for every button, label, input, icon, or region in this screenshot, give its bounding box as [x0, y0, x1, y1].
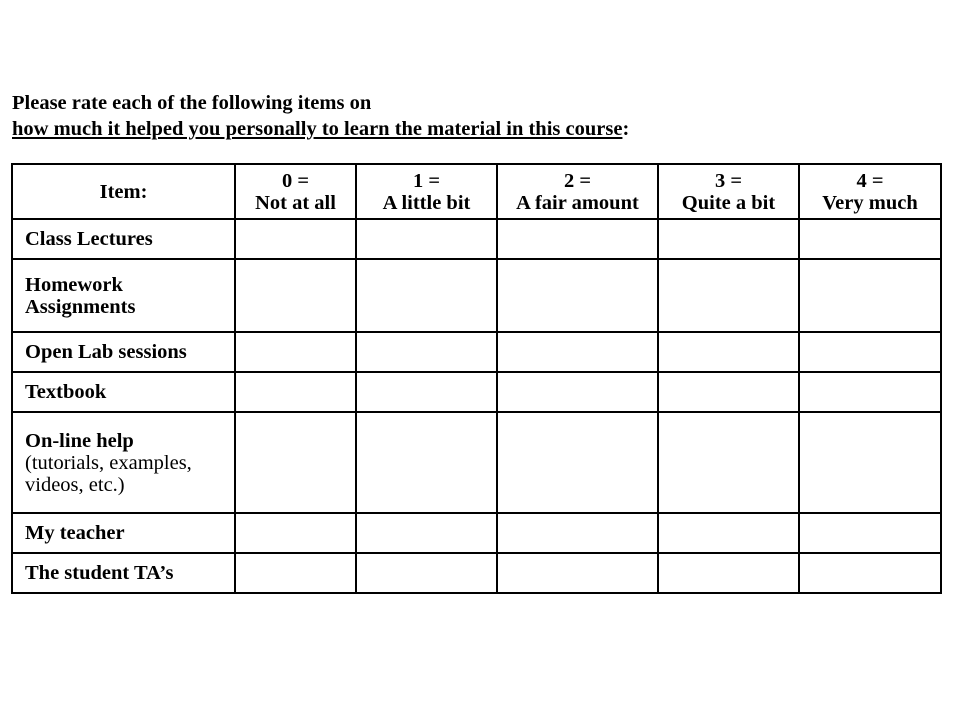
item-label — [12, 259, 235, 332]
item-label: The student TA’s — [12, 553, 235, 593]
item-label — [12, 412, 235, 513]
item-label-line-1: Homework — [25, 273, 123, 296]
instructions-line-1: Please rate each of the following items on — [12, 92, 372, 114]
item-label-line-2: Assignments — [25, 295, 136, 318]
scale-value: 3 = — [714, 169, 743, 192]
rating-cell-2[interactable] — [497, 513, 658, 553]
rating-cell-3[interactable] — [658, 412, 799, 513]
rating-cell-2[interactable] — [497, 332, 658, 372]
header-row — [12, 164, 941, 219]
rating-cell-0[interactable] — [235, 219, 356, 259]
rating-cell-1[interactable] — [356, 259, 497, 332]
table-row — [12, 553, 941, 593]
scale-label: Not at all — [255, 191, 336, 214]
scale-label: Very much — [822, 191, 918, 214]
rating-cell-2[interactable] — [497, 412, 658, 513]
rating-cell-3[interactable] — [658, 332, 799, 372]
rating-cell-4[interactable] — [799, 259, 941, 332]
rating-cell-2[interactable] — [497, 259, 658, 332]
table-row — [12, 513, 941, 553]
item-description-line-1: (tutorials, examples, — [25, 451, 192, 474]
scale-label: A little bit — [382, 191, 471, 214]
rating-cell-4[interactable] — [799, 553, 941, 593]
rating-cell-4[interactable] — [799, 219, 941, 259]
rating-cell-0[interactable] — [235, 513, 356, 553]
rating-cell-2[interactable] — [497, 219, 658, 259]
table-row — [12, 219, 941, 259]
item-label: Open Lab sessions — [12, 332, 235, 372]
rating-cell-0[interactable] — [235, 259, 356, 332]
scale-header-2 — [497, 164, 658, 219]
rating-cell-3[interactable] — [658, 259, 799, 332]
table-row — [12, 372, 941, 412]
rating-cell-2[interactable] — [497, 553, 658, 593]
scale-header-3 — [658, 164, 799, 219]
rating-cell-0[interactable] — [235, 553, 356, 593]
item-label: Textbook — [12, 372, 235, 412]
scale-header-0 — [235, 164, 356, 219]
instructions — [12, 90, 629, 142]
scale-label: Quite a bit — [681, 191, 776, 214]
instructions-emphasis: how much it helped you personally to learn the material in this course — [12, 118, 623, 140]
rating-cell-0[interactable] — [235, 372, 356, 412]
scale-value: 4 = — [856, 169, 884, 192]
rating-cell-1[interactable] — [356, 553, 497, 593]
rating-cell-1[interactable] — [356, 332, 497, 372]
rating-cell-1[interactable] — [356, 513, 497, 553]
rating-cell-4[interactable] — [799, 412, 941, 513]
scale-header-4 — [799, 164, 941, 219]
rating-cell-0[interactable] — [235, 412, 356, 513]
scale-header-1 — [356, 164, 497, 219]
rating-cell-4[interactable] — [799, 372, 941, 412]
instructions-line-2 — [12, 116, 629, 142]
rating-table — [11, 163, 942, 594]
item-column-header: Item: — [12, 164, 235, 219]
rating-cell-1[interactable] — [356, 219, 497, 259]
rating-cell-1[interactable] — [356, 372, 497, 412]
item-description-line-2: videos, etc.) — [25, 473, 125, 496]
rating-cell-2[interactable] — [497, 372, 658, 412]
item-label: Class Lectures — [12, 219, 235, 259]
scale-value: 2 = — [563, 169, 592, 192]
table-row — [12, 332, 941, 372]
table-row — [12, 259, 941, 332]
item-label-line-1: On-line help — [25, 429, 134, 452]
rating-cell-3[interactable] — [658, 372, 799, 412]
rating-cell-3[interactable] — [658, 513, 799, 553]
scale-label: A fair amount — [516, 191, 639, 214]
item-label: My teacher — [12, 513, 235, 553]
rating-cell-4[interactable] — [799, 513, 941, 553]
rating-cell-4[interactable] — [799, 332, 941, 372]
instructions-colon: : — [622, 118, 630, 140]
rating-cell-3[interactable] — [658, 219, 799, 259]
table-row — [12, 412, 941, 513]
scale-value: 0 = — [281, 169, 310, 192]
rating-cell-0[interactable] — [235, 332, 356, 372]
scale-value: 1 = — [412, 169, 441, 192]
rating-cell-3[interactable] — [658, 553, 799, 593]
rating-cell-1[interactable] — [356, 412, 497, 513]
